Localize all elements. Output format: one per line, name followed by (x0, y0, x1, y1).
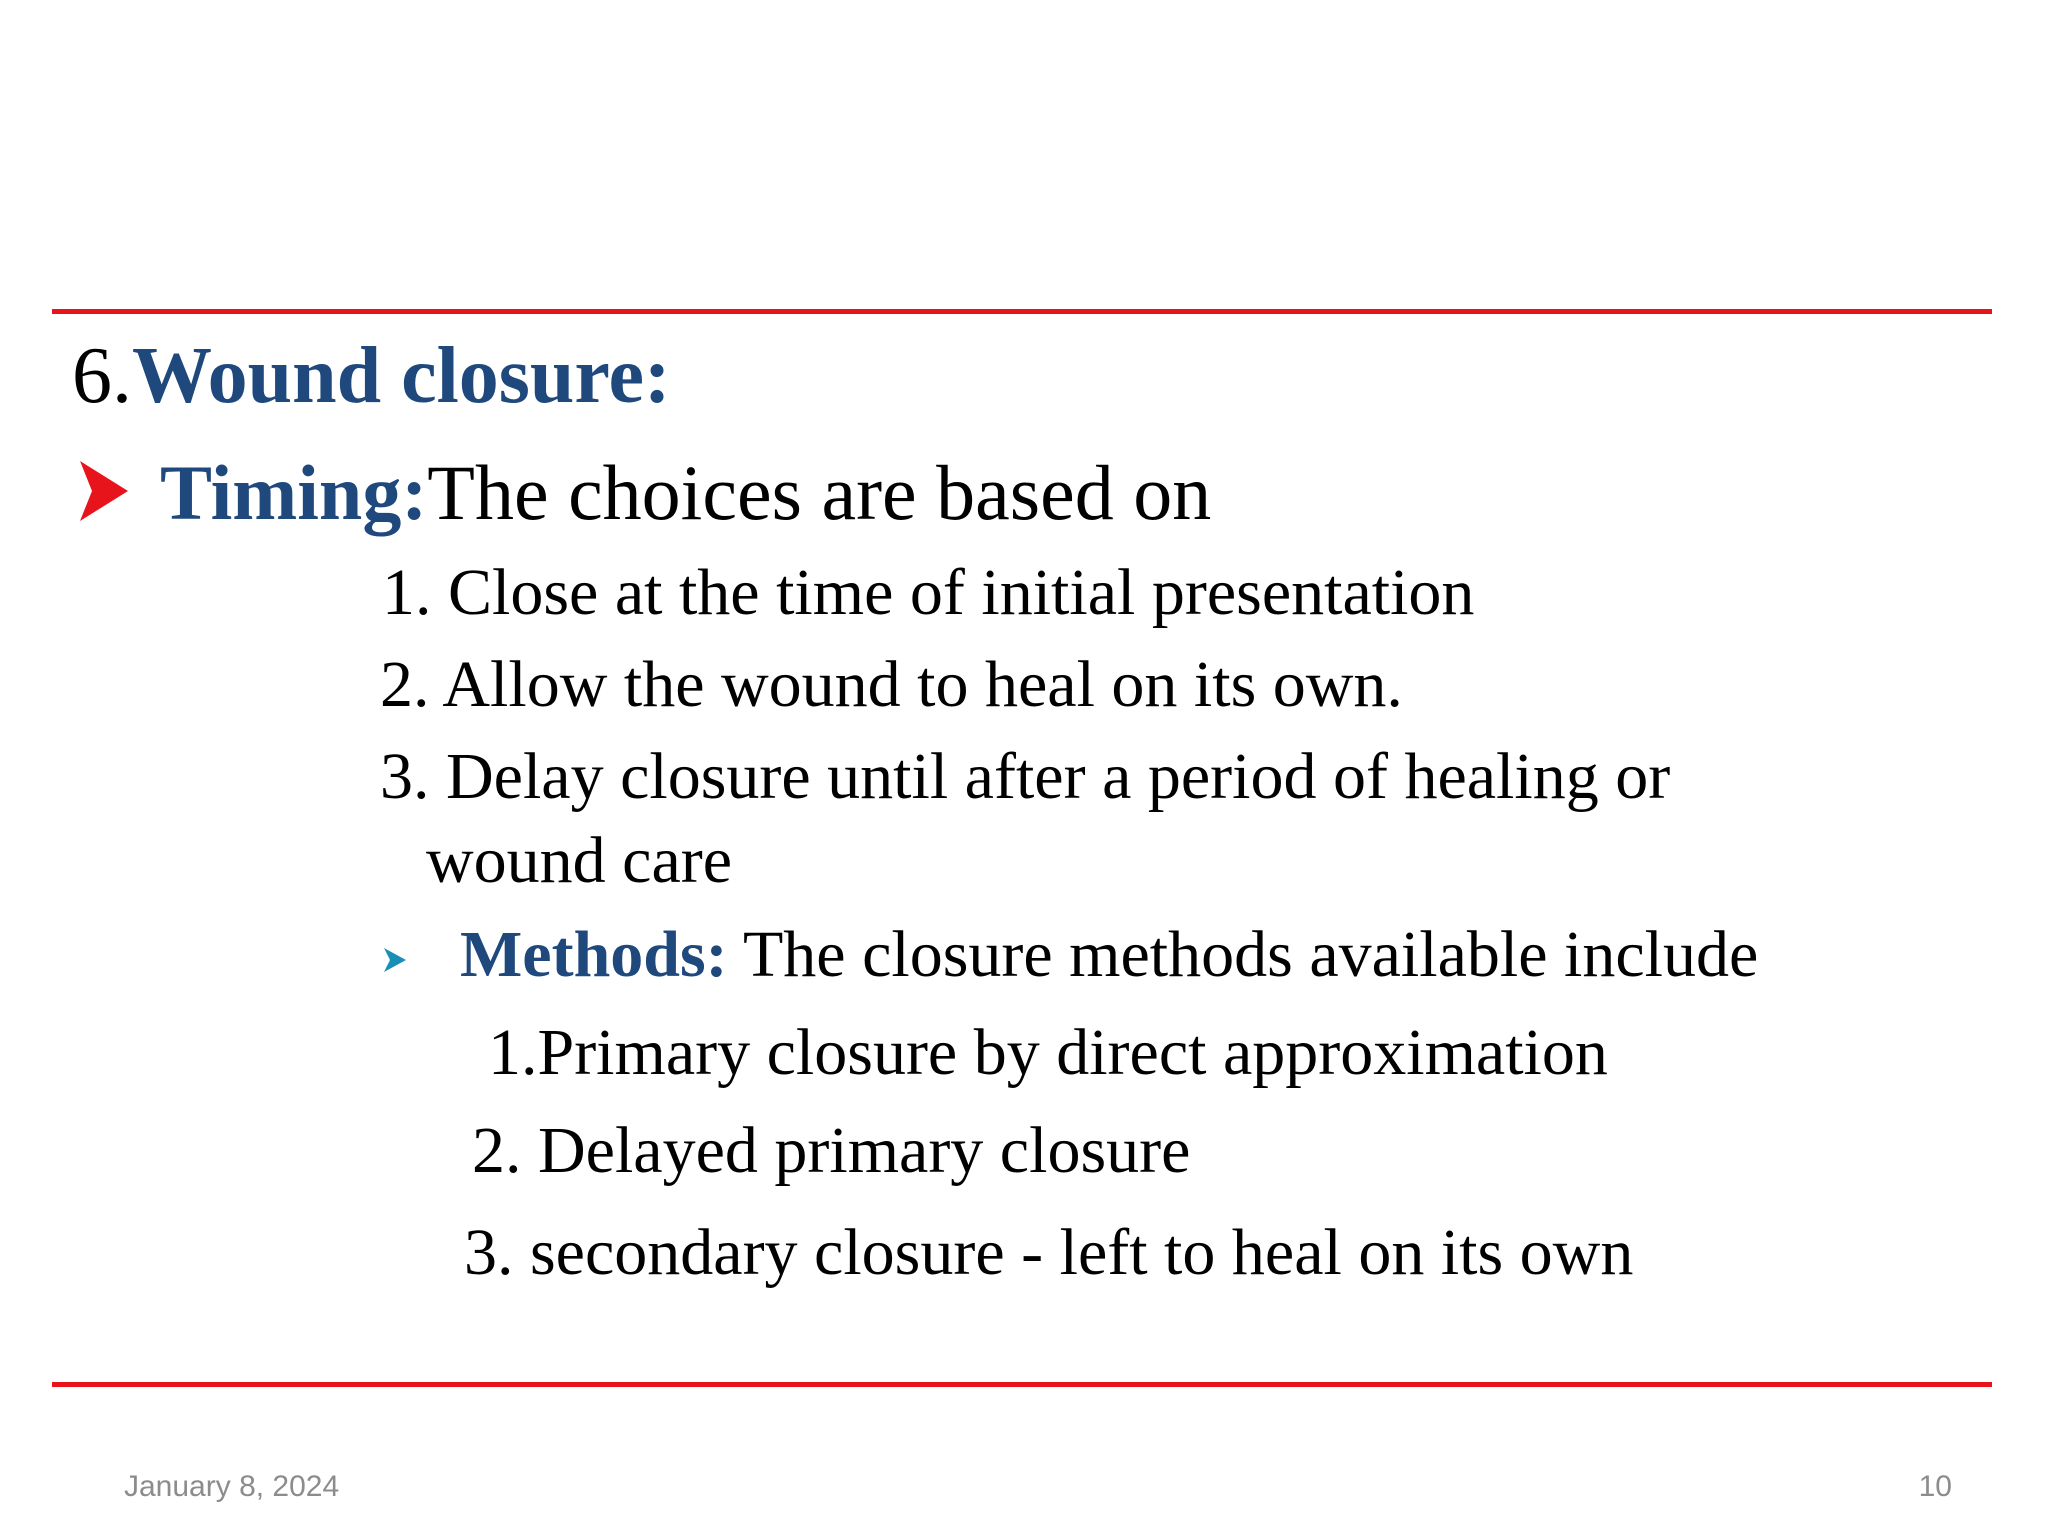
timing-label: Timing: (160, 449, 428, 536)
footer-date: January 8, 2024 (124, 1470, 340, 1503)
page-number: 10 (1918, 1470, 1952, 1503)
methods-text: The closure methods available include (727, 918, 1759, 991)
methods-item-1: 1.Primary closure by direct approximation (488, 1016, 1608, 1089)
timing-item-3-continued: wound care (426, 824, 733, 897)
methods-label: Methods: (460, 918, 728, 991)
red-arrow-bullet-icon (78, 459, 130, 523)
section-heading (72, 332, 671, 420)
section-number: 6. (72, 332, 132, 420)
section-title: Wound closure: (132, 332, 671, 420)
teal-arrow-bullet-icon (382, 946, 408, 974)
timing-text: The choices are based on (427, 449, 1212, 536)
timing-bullet (78, 449, 1212, 536)
methods-item-3: 3. secondary closure - left to heal on its own (464, 1216, 1634, 1289)
top-divider (52, 309, 1992, 314)
methods-bullet (382, 918, 1759, 991)
timing-item-2: 2. Allow the wound to heal on its own. (380, 648, 1403, 721)
timing-item-1: 1. Close at the time of initial presentation (382, 556, 1475, 629)
timing-item-3: 3. Delay closure until after a period of healing or (380, 740, 1671, 813)
bottom-divider (52, 1382, 1992, 1387)
methods-item-2: 2. Delayed primary closure (472, 1114, 1191, 1187)
